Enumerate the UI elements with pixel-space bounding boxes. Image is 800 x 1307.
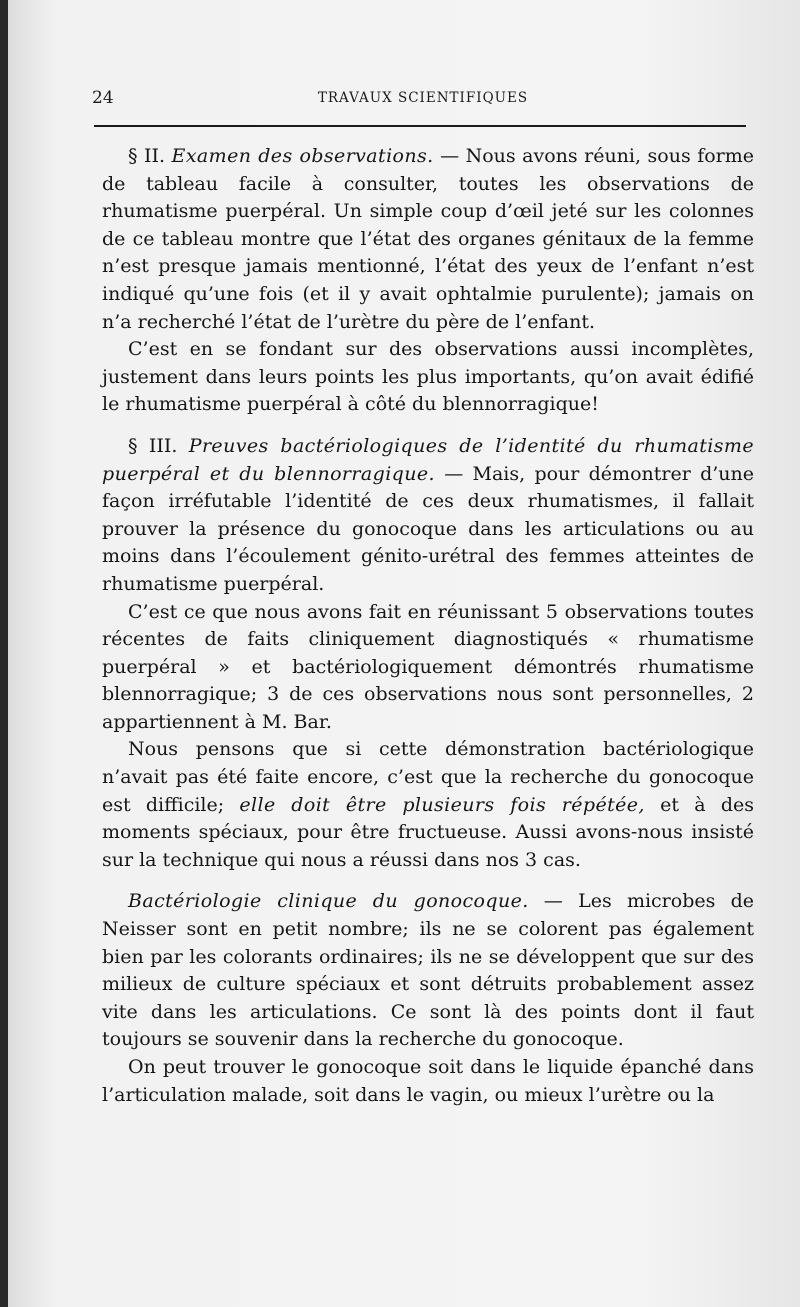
paragraph: C’est en se fondant sur des observations aussi incomplètes, justement dans leurs points les plus importants, qu’on avait édifié le rhumatisme puerpéral à côté du blennorragique! [102, 338, 754, 416]
paragraph [102, 736, 754, 874]
paragraph: C’est ce que nous avons fait en réunissant 5 observations toutes récentes de faits cliniquement diagnostiqués « rhumatisme puerpéral » et bactériologiquement démontrés rhumatisme blennorragique; 3 de ces observations nous sont personnelles, 2 appartiennent à M. Bar. [102, 600, 754, 733]
section-2-text: — Nous avons réuni, sous forme de tableau facile à consulter, toutes les observations de rhumatisme puerpéral. Un simple coup d’œil jeté sur les colonnes de ce tableau montre que l’état des organes génitaux de la femme n’est presque jamais mentionné, l’état des yeux de l’enfant n’est indiqué qu’une fois (et il y avait ophtalmie purulente); jamais on n’a recherché l’état de l’urètre du père de l’enfant. [102, 145, 755, 333]
paragraph-section-2 [102, 143, 754, 336]
section-2-heading: Examen des observations. [171, 145, 434, 167]
section-3-number: § III. [128, 434, 178, 457]
paragraph-text: et à des moments spéciaux, pour être fructueuse. Aussi avons-nous insisté sur la technique qui nous a réussi dans nos 3 cas. [102, 793, 755, 871]
page-number: 24 [92, 88, 114, 108]
paragraph-section-3 [102, 433, 754, 599]
book-page [8, 0, 800, 1307]
running-head [92, 88, 754, 110]
paragraph-text: Nous pensons que si cette démonstration bactériologique n’avait pas été faite encore, c’est que la recherche du gonocoque est difficile; [102, 738, 754, 816]
emphasis-text: elle doit être plusieurs fois répétée, [239, 793, 645, 816]
body-text [102, 143, 754, 1109]
running-title: TRAVAUX SCIENTIFIQUES [317, 90, 529, 106]
section-4-heading: Bactériologie clinique du gonocoque. [128, 890, 529, 913]
paragraph-section-4 [102, 888, 754, 1054]
section-2-number: § II. [128, 145, 166, 167]
section-3-text: — Mais, pour démontrer d’une façon irréfutable l’identité de ces deux rhumatismes, il fallait prouver la présence du gonocoque dans les articulations ou au moins dans l’écoulement génito-urétral des femmes atteintes de rhumatisme puerpéral. [102, 462, 754, 595]
paragraph: On peut trouver le gonocoque soit dans le liquide épanché dans l’articulation malade, soit dans le vagin, ou mieux l’urètre ou la [102, 1056, 754, 1106]
section-4-text: — Les microbes de Neisser sont en petit nombre; ils ne se colorent pas également bien par les colorants ordinaires; ils ne se développent que sur des milieux de culture spéciaux et sont détruits probablement assez vite dans les articulations. Ce sont là des points dont il faut toujours se souvenir dans la recherche du gonocoque. [102, 890, 754, 1051]
header-rule [94, 125, 746, 127]
section-3-heading: Preuves bactériologiques de l’identité du rhumatisme puerpéral et du blennorragique. [102, 434, 754, 485]
